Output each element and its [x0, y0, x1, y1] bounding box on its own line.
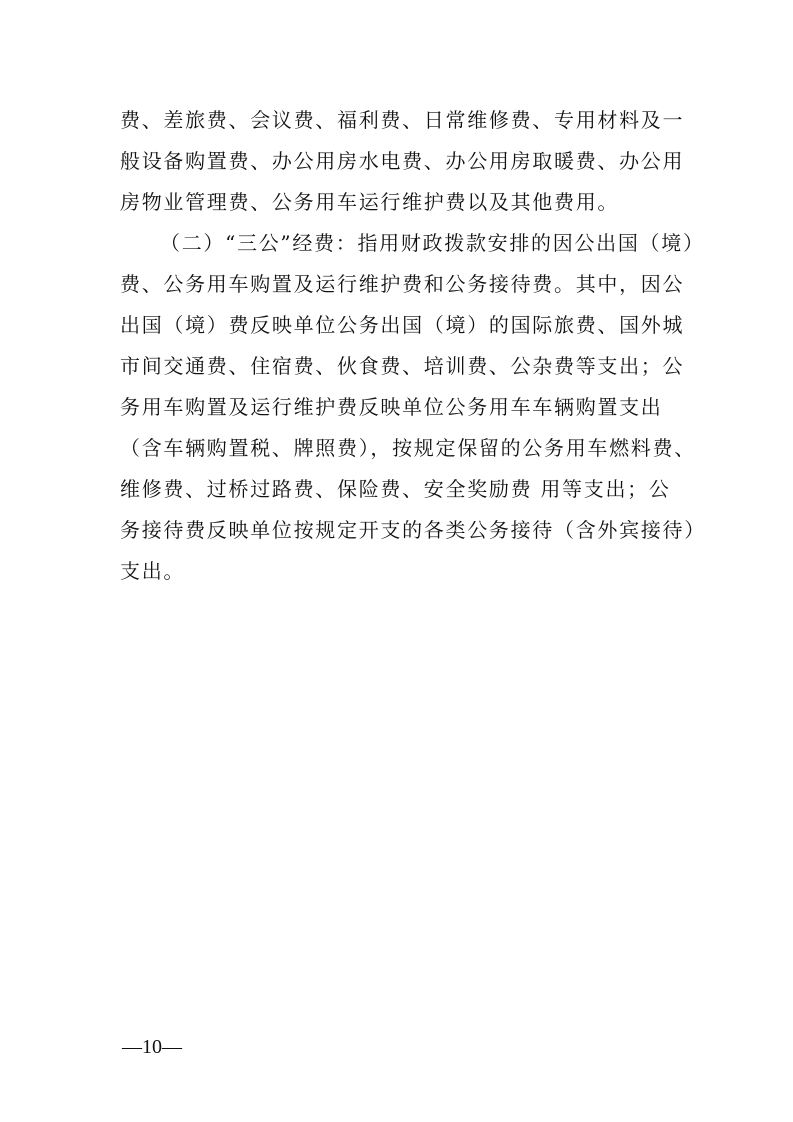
paragraph-heading-line: （二）“三公”经费：指用财政拨款安排的因公出国（境）	[160, 231, 705, 255]
body-text-line: 出国（境）费反映单位公务出国（境）的国际旅费、国外城	[120, 313, 685, 337]
page-number: —10—	[122, 1036, 182, 1058]
body-text-line: （含车辆购置税、牌照费），按规定保留的公务用车燃料费、	[120, 436, 696, 460]
body-text-line: 务接待费反映单位按规定开支的各类公务接待（含外宾接待）	[120, 518, 706, 542]
body-text-line: 维修费、过桥过路费、保险费、安全奖励费 用等支出；公	[120, 477, 671, 501]
body-text-line: 支出。	[120, 559, 186, 583]
body-text-line: 房物业管理费、公务用车运行维护费以及其他费用。	[120, 190, 620, 214]
body-text-line: 费、公务用车购置及运行维护费和公务接待费。其中，因公	[120, 272, 685, 296]
body-text-line: 市间交通费、住宿费、伙食费、培训费、公杂费等支出；公	[120, 354, 685, 378]
body-text-line: 费、差旅费、会议费、福利费、日常维修费、专用材料及一	[120, 108, 685, 132]
body-text-line: 般设备购置费、办公用房水电费、办公用房取暖费、办公用	[120, 149, 685, 173]
body-text-line: 务用车购置及运行维护费反映单位公务用车车辆购置支出	[120, 395, 663, 419]
